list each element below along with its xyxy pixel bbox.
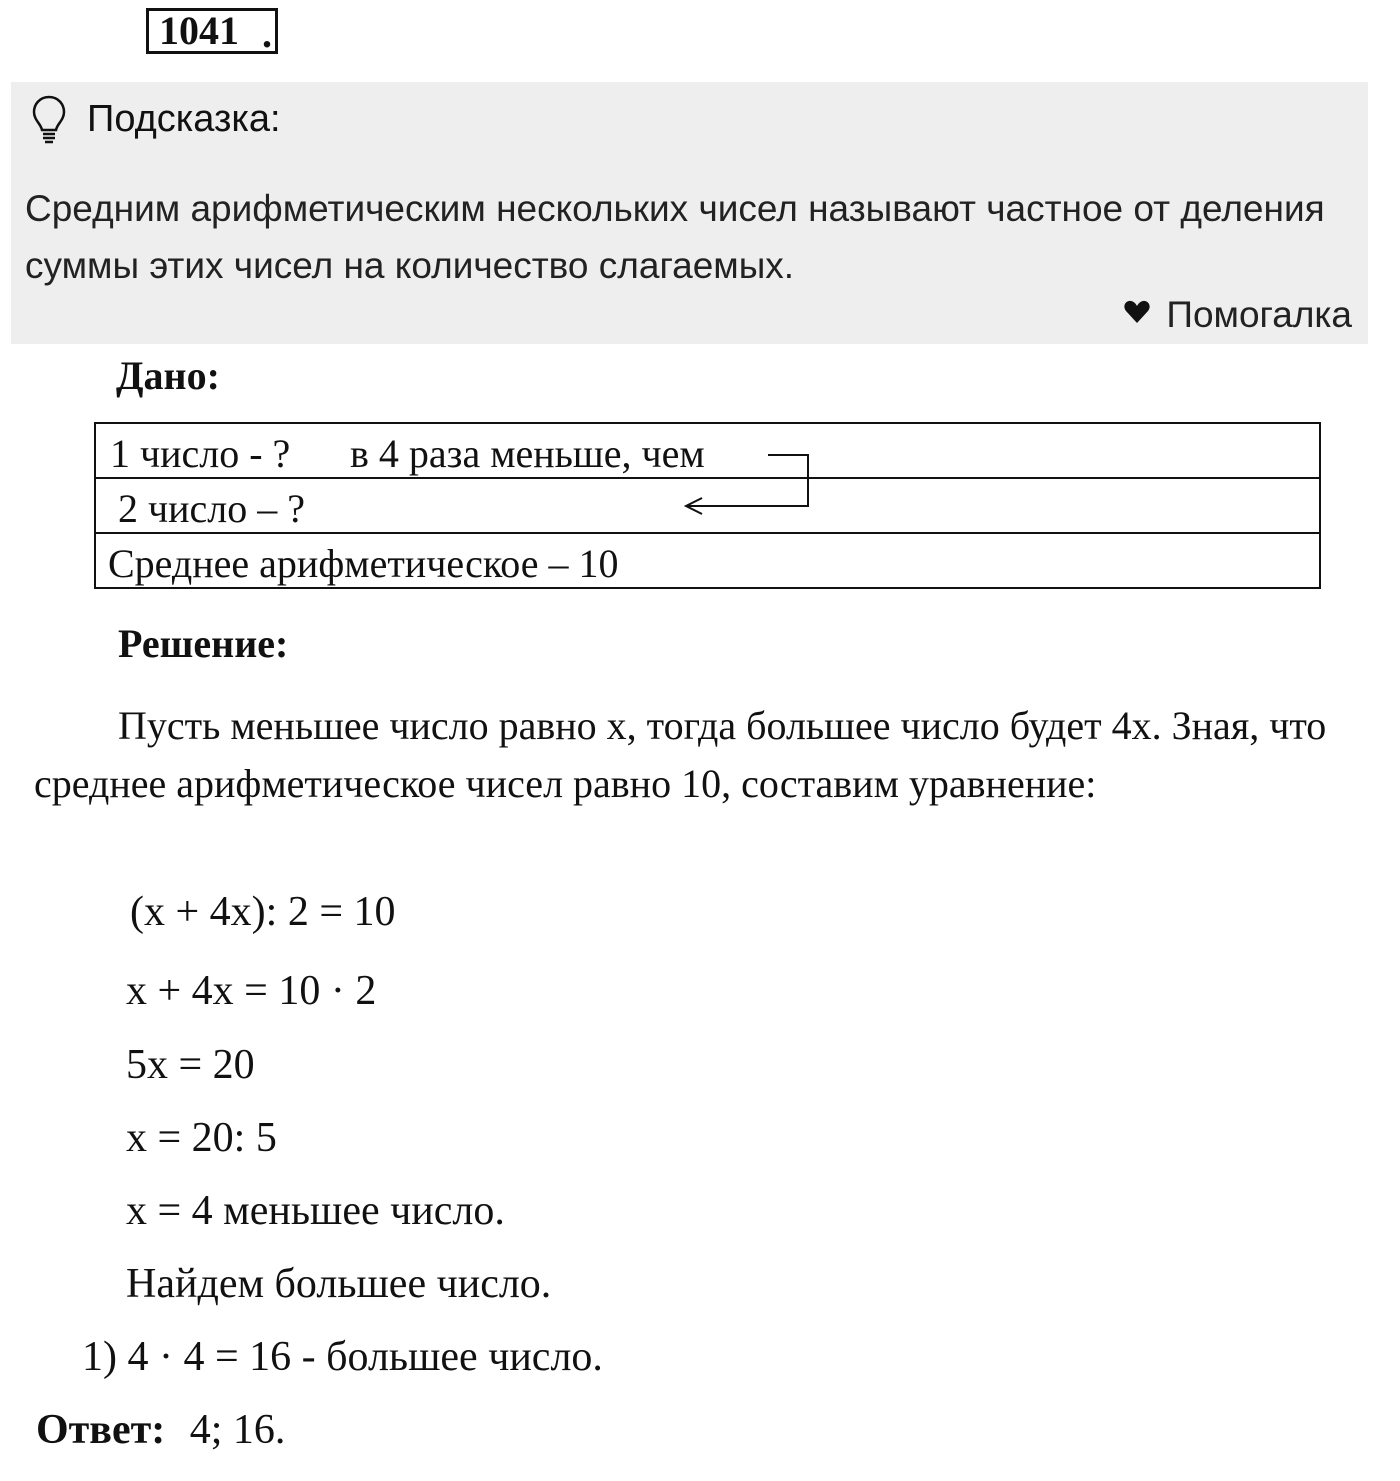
given-row-1-right: в 4 раза меньше, чем <box>350 431 705 476</box>
task-number <box>146 8 278 54</box>
relation-arrow <box>96 424 1323 591</box>
equation-5: x = 4 меньшее число. <box>126 1188 505 1234</box>
equation-1: (x + 4x): 2 = 10 <box>130 889 396 935</box>
equation-4: x = 20: 5 <box>126 1115 277 1161</box>
equation-3: 5x = 20 <box>126 1042 255 1088</box>
solution-paragraph: Пусть меньшее число равно x, тогда большее число будет 4x. Зная, что среднее арифметическое чисел равно 10, составим уравнение: <box>34 703 1327 806</box>
given-heading: Дано: <box>116 353 220 398</box>
task-number-dot: . <box>262 11 272 56</box>
find-larger-text: Найдем большее число. <box>126 1261 552 1307</box>
hint-title: Подсказка: <box>87 98 281 140</box>
hint-box <box>11 82 1368 344</box>
answer-value: 4; 16. <box>189 1407 286 1453</box>
solution-heading: Решение: <box>118 621 289 666</box>
given-row-2-text: 2 число – ? <box>118 486 305 531</box>
hint-footer <box>1124 294 1352 336</box>
hint-text: Средним арифметическим нескольких чисел называют частное от деления суммы этих чисел на количество слагаемых. <box>25 188 1325 286</box>
solution-step-1: 1) 4 · 4 = 16 - большее число. <box>82 1334 603 1380</box>
answer <box>36 1406 285 1454</box>
equation-2: x + 4x = 10 · 2 <box>126 968 377 1014</box>
heart-icon <box>1124 300 1150 324</box>
task-number-text: 1041 <box>159 8 239 53</box>
hint-footer-label: Помогалка <box>1166 294 1352 335</box>
given-row-3-text: Среднее арифметическое – 10 <box>108 541 619 586</box>
given-table <box>94 422 1321 589</box>
given-row-1-left: 1 число - ? <box>110 431 291 476</box>
answer-label: Ответ: <box>36 1407 166 1453</box>
lightbulb-icon <box>31 94 67 146</box>
